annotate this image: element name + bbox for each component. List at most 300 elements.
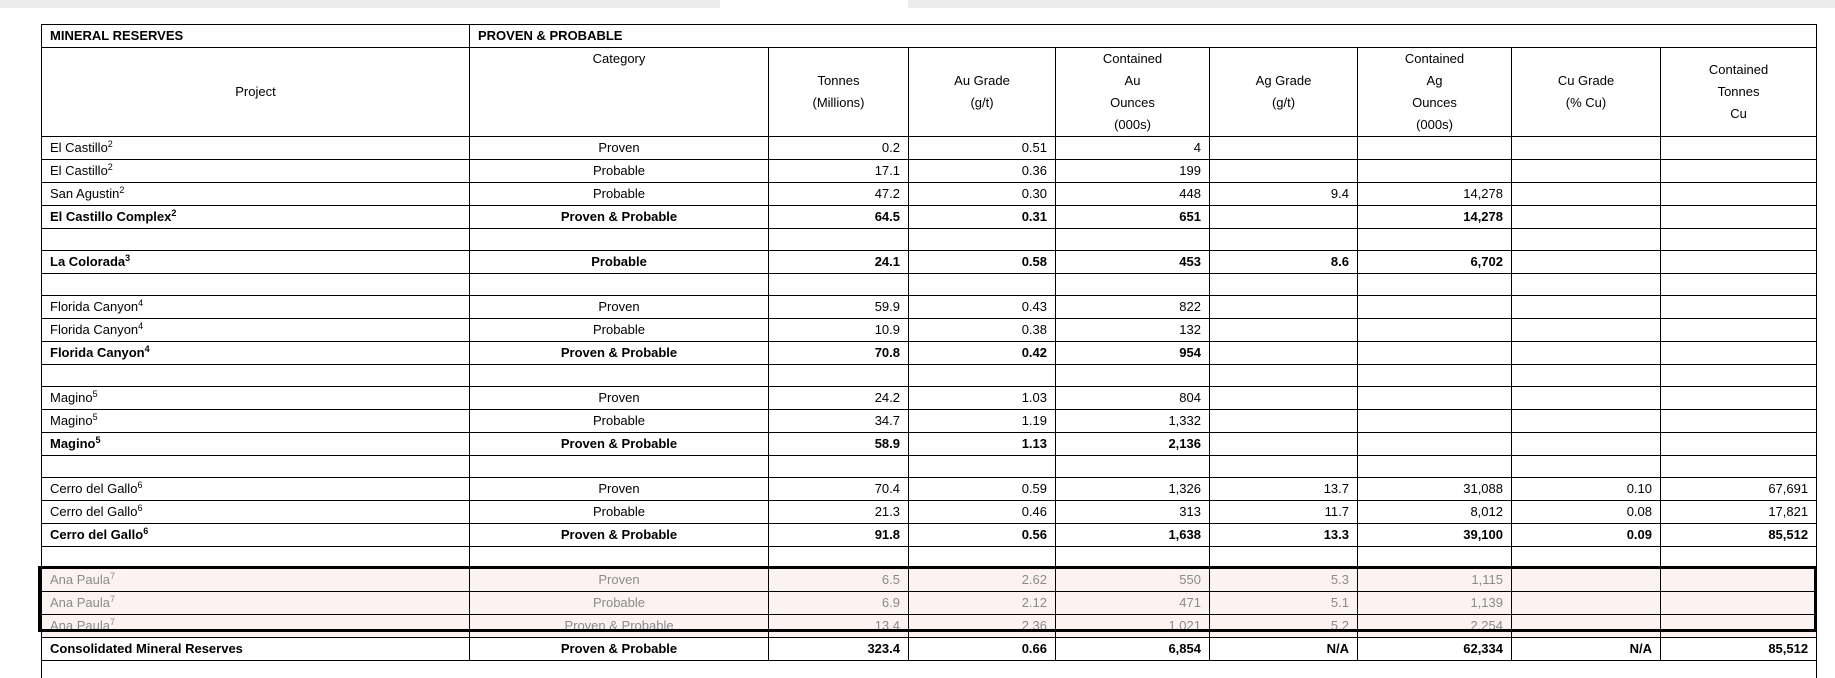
spacer-cell: [769, 365, 909, 387]
au-grade-cell: 0.38: [909, 319, 1056, 342]
table-row: [42, 524, 1817, 547]
spacer-cell: [470, 365, 769, 387]
ag-grade-cell: 5.1: [1210, 592, 1358, 615]
ag-grade-cell: N/A: [1210, 638, 1358, 661]
cu-tonnes-cell: [1661, 342, 1817, 365]
spacer-cell: [1661, 274, 1817, 296]
tonnes-cell: 70.4: [769, 478, 909, 501]
project-name: Florida Canyon: [50, 299, 139, 314]
cu-tonnes-cell: 85,512: [1661, 524, 1817, 547]
footnote-ref: 3: [125, 253, 131, 263]
footnote-ref: 5: [92, 389, 98, 399]
cu-grade-cell: [1512, 615, 1661, 638]
col-header-ag-grade-line1: Ag Grade: [1255, 73, 1312, 88]
cu-grade-cell: [1512, 387, 1661, 410]
cu-grade-cell: N/A: [1512, 638, 1661, 661]
au-ounces-cell: 448: [1056, 183, 1210, 206]
cu-tonnes-cell: 67,691: [1661, 478, 1817, 501]
spacer-cell: [909, 274, 1056, 296]
spacer-cell: [1358, 365, 1512, 387]
au-ounces-cell: 4: [1056, 137, 1210, 160]
cu-tonnes-cell: 17,821: [1661, 501, 1817, 524]
cu-grade-cell: [1512, 592, 1661, 615]
au-ounces-cell: 822: [1056, 296, 1210, 319]
footnote-ref: 4: [138, 321, 144, 331]
ag-ounces-cell: 62,334: [1358, 638, 1512, 661]
project-name: Ana Paula: [50, 572, 110, 587]
cu-grade-cell: [1512, 319, 1661, 342]
au-ounces-cell: 1,326: [1056, 478, 1210, 501]
category-cell: Proven & Probable: [470, 638, 769, 661]
tonnes-cell: 34.7: [769, 410, 909, 433]
footnote-ref: 2: [107, 162, 113, 172]
ag-grade-cell: 5.2: [1210, 615, 1358, 638]
table-row: [42, 410, 1817, 433]
spacer-cell: [1512, 456, 1661, 478]
col-header-cu-tonnes-line3: Cu: [1730, 106, 1747, 121]
category-cell: Proven: [470, 296, 769, 319]
col-header-cu-tonnes: [1661, 48, 1817, 137]
col-header-cu-grade: [1512, 48, 1661, 137]
ag-grade-cell: 13.7: [1210, 478, 1358, 501]
col-header-cu-grade-line2: (% Cu): [1565, 95, 1607, 110]
footnote-ref: 6: [137, 503, 143, 513]
project-cell: [42, 319, 470, 342]
spacer-cell: [1056, 229, 1210, 251]
category-cell: Proven: [470, 137, 769, 160]
table-row: [42, 160, 1817, 183]
spacer-cell: [1512, 229, 1661, 251]
table-title-left: MINERAL RESERVES: [42, 25, 470, 48]
col-header-tonnes-line1: Tonnes: [817, 73, 860, 88]
spacer-cell: [1358, 547, 1512, 569]
col-header-ag-grade: [1210, 48, 1358, 137]
footnote-ref: 4: [138, 298, 144, 308]
cu-grade-cell: [1512, 410, 1661, 433]
ag-ounces-cell: [1358, 433, 1512, 456]
column-header-row: [42, 48, 1817, 137]
cu-tonnes-cell: [1661, 206, 1817, 229]
cu-tonnes-cell: [1661, 183, 1817, 206]
ag-ounces-cell: [1358, 160, 1512, 183]
cu-grade-cell: [1512, 342, 1661, 365]
project-cell: [42, 251, 470, 274]
col-header-tonnes-line2: (Millions): [812, 95, 865, 110]
tonnes-cell: 13.4: [769, 615, 909, 638]
project-cell: [42, 524, 470, 547]
au-ounces-cell: 471: [1056, 592, 1210, 615]
spacer-cell: [42, 365, 470, 387]
spacer-row: [42, 274, 1817, 296]
tonnes-cell: 59.9: [769, 296, 909, 319]
spacer-cell: [1210, 456, 1358, 478]
ag-ounces-cell: 2,254: [1358, 615, 1512, 638]
au-ounces-cell: 132: [1056, 319, 1210, 342]
project-name: El Castillo: [50, 163, 108, 178]
cu-grade-cell: [1512, 296, 1661, 319]
cu-grade-cell: 0.10: [1512, 478, 1661, 501]
col-header-au-grade: [909, 48, 1056, 137]
category-cell: Proven & Probable: [470, 615, 769, 638]
cu-grade-cell: [1512, 251, 1661, 274]
cu-tonnes-cell: [1661, 387, 1817, 410]
spacer-cell: [1512, 547, 1661, 569]
project-name: Ana Paula: [50, 618, 110, 633]
spacer-cell: [470, 456, 769, 478]
project-cell: [42, 160, 470, 183]
au-grade-cell: 0.51: [909, 137, 1056, 160]
spacer-cell: [1056, 456, 1210, 478]
footnote-ref: 2: [171, 208, 177, 218]
au-ounces-cell: 1,021: [1056, 615, 1210, 638]
ag-grade-cell: [1210, 342, 1358, 365]
category-cell: Proven & Probable: [470, 206, 769, 229]
spacer-cell: [1056, 274, 1210, 296]
col-header-au-grade-line2: (g/t): [970, 95, 994, 110]
tonnes-cell: 17.1: [769, 160, 909, 183]
project-cell: [42, 569, 470, 592]
ag-grade-cell: [1210, 296, 1358, 319]
cu-grade-cell: [1512, 160, 1661, 183]
footnote-ref: 7: [110, 617, 116, 627]
au-grade-cell: 2.62: [909, 569, 1056, 592]
ag-ounces-cell: [1358, 296, 1512, 319]
tonnes-cell: 6.9: [769, 592, 909, 615]
spacer-cell: [1661, 547, 1817, 569]
cu-tonnes-cell: [1661, 433, 1817, 456]
col-header-tonnes: [769, 48, 909, 137]
category-cell: Probable: [470, 160, 769, 183]
tonnes-cell: 24.2: [769, 387, 909, 410]
au-ounces-cell: 804: [1056, 387, 1210, 410]
au-grade-cell: 0.42: [909, 342, 1056, 365]
tonnes-cell: 91.8: [769, 524, 909, 547]
table-row: [42, 206, 1817, 229]
ag-grade-cell: [1210, 160, 1358, 183]
ag-ounces-cell: 14,278: [1358, 183, 1512, 206]
project-cell: [42, 342, 470, 365]
project-cell: [42, 592, 470, 615]
ag-grade-cell: 8.6: [1210, 251, 1358, 274]
spacer-cell: [470, 229, 769, 251]
col-header-au-grade-line1: Au Grade: [954, 73, 1010, 88]
ag-ounces-cell: 8,012: [1358, 501, 1512, 524]
ag-ounces-cell: 31,088: [1358, 478, 1512, 501]
table-row: [42, 433, 1817, 456]
project-cell: [42, 387, 470, 410]
ag-grade-cell: [1210, 410, 1358, 433]
col-header-category: Category: [470, 48, 769, 137]
au-grade-cell: 0.46: [909, 501, 1056, 524]
table-title-right: PROVEN & PROBABLE: [470, 25, 1817, 48]
category-cell: Proven: [470, 569, 769, 592]
project-name: Florida Canyon: [50, 322, 139, 337]
spacer-row: [42, 229, 1817, 251]
top-scrollbar-area: [0, 0, 1835, 8]
ag-grade-cell: [1210, 137, 1358, 160]
au-grade-cell: 0.56: [909, 524, 1056, 547]
cu-tonnes-cell: [1661, 569, 1817, 592]
tonnes-cell: 70.8: [769, 342, 909, 365]
spacer-cell: [42, 229, 470, 251]
project-cell: [42, 183, 470, 206]
cu-tonnes-cell: [1661, 592, 1817, 615]
spacer-cell: [1512, 274, 1661, 296]
spacer-cell: [1358, 229, 1512, 251]
footnote-ref: 5: [92, 412, 98, 422]
au-ounces-cell: 651: [1056, 206, 1210, 229]
au-grade-cell: 0.36: [909, 160, 1056, 183]
ag-ounces-cell: 6,702: [1358, 251, 1512, 274]
cu-grade-cell: [1512, 206, 1661, 229]
col-header-au-ounces-line4: (000s): [1114, 117, 1151, 132]
ag-ounces-cell: 1,115: [1358, 569, 1512, 592]
table-row: [42, 569, 1817, 592]
ag-ounces-cell: [1358, 387, 1512, 410]
spacer-cell: [769, 456, 909, 478]
category-cell: Probable: [470, 592, 769, 615]
spacer-cell: [470, 547, 769, 569]
col-header-ag-ounces-line4: (000s): [1416, 117, 1453, 132]
spacer-cell: [1661, 229, 1817, 251]
spacer-row: [42, 365, 1817, 387]
spacer-cell: [1210, 274, 1358, 296]
au-grade-cell: 0.66: [909, 638, 1056, 661]
col-header-ag-ounces-line2: Ag: [1426, 73, 1443, 88]
cu-tonnes-cell: [1661, 319, 1817, 342]
category-cell: Proven & Probable: [470, 524, 769, 547]
col-header-au-ounces-line3: Ounces: [1110, 95, 1155, 110]
au-ounces-cell: 6,854: [1056, 638, 1210, 661]
spacer-cell: [42, 274, 470, 296]
footnote-ref: 4: [144, 344, 150, 354]
spacer-cell: [909, 229, 1056, 251]
col-header-cu-tonnes-line1: Contained: [1708, 62, 1769, 77]
au-grade-cell: 0.58: [909, 251, 1056, 274]
project-name: Cerro del Gallo: [50, 527, 144, 542]
cu-grade-cell: [1512, 137, 1661, 160]
col-header-ag-ounces: [1358, 48, 1512, 137]
header-title-row: [42, 25, 1817, 48]
tonnes-cell: 10.9: [769, 319, 909, 342]
tonnes-cell: 323.4: [769, 638, 909, 661]
ag-grade-cell: [1210, 387, 1358, 410]
cu-grade-cell: [1512, 433, 1661, 456]
spacer-cell: [909, 456, 1056, 478]
spacer-cell: [1358, 274, 1512, 296]
category-cell: Probable: [470, 410, 769, 433]
cu-tonnes-cell: [1661, 410, 1817, 433]
au-ounces-cell: 199: [1056, 160, 1210, 183]
cu-tonnes-cell: [1661, 137, 1817, 160]
footnote-ref: 5: [95, 435, 101, 445]
tonnes-cell: 58.9: [769, 433, 909, 456]
spacer-cell: [1512, 365, 1661, 387]
ag-ounces-cell: [1358, 137, 1512, 160]
project-cell: [42, 501, 470, 524]
project-cell: [42, 478, 470, 501]
spacer-cell: [1056, 547, 1210, 569]
au-ounces-cell: 1,332: [1056, 410, 1210, 433]
spacer-cell: [1661, 365, 1817, 387]
tonnes-cell: 47.2: [769, 183, 909, 206]
ag-ounces-cell: 1,139: [1358, 592, 1512, 615]
ag-grade-cell: 5.3: [1210, 569, 1358, 592]
category-cell: Probable: [470, 319, 769, 342]
ag-grade-cell: 9.4: [1210, 183, 1358, 206]
spacer-cell: [769, 229, 909, 251]
top-bar-segment-left: [0, 0, 720, 8]
project-name: San Agustin: [50, 186, 120, 201]
category-cell: Proven: [470, 387, 769, 410]
project-name: Magino: [50, 436, 96, 451]
spacer-cell: [1661, 456, 1817, 478]
ag-grade-cell: [1210, 206, 1358, 229]
col-header-ag-ounces-line3: Ounces: [1412, 95, 1457, 110]
tonnes-cell: 21.3: [769, 501, 909, 524]
tonnes-cell: 24.1: [769, 251, 909, 274]
table-row: [42, 387, 1817, 410]
spacer-cell: [909, 547, 1056, 569]
cu-tonnes-cell: 85,512: [1661, 638, 1817, 661]
au-ounces-cell: 1,638: [1056, 524, 1210, 547]
au-grade-cell: 1.03: [909, 387, 1056, 410]
tonnes-cell: 6.5: [769, 569, 909, 592]
col-header-ag-ounces-line1: Contained: [1404, 51, 1465, 66]
project-cell: [42, 137, 470, 160]
au-grade-cell: 0.31: [909, 206, 1056, 229]
spacer-cell: [909, 365, 1056, 387]
spacer-cell: [1358, 456, 1512, 478]
ag-grade-cell: 11.7: [1210, 501, 1358, 524]
table-row: [42, 501, 1817, 524]
ag-ounces-cell: 14,278: [1358, 206, 1512, 229]
au-grade-cell: 0.59: [909, 478, 1056, 501]
project-cell: [42, 433, 470, 456]
col-header-au-ounces: [1056, 48, 1210, 137]
cu-grade-cell: [1512, 183, 1661, 206]
category-cell: Probable: [470, 501, 769, 524]
au-ounces-cell: 453: [1056, 251, 1210, 274]
au-grade-cell: 0.43: [909, 296, 1056, 319]
project-name: Cerro del Gallo: [50, 481, 138, 496]
category-cell: Proven: [470, 478, 769, 501]
spacer-cell: [1210, 229, 1358, 251]
col-header-au-ounces-line1: Contained: [1102, 51, 1163, 66]
table-footer-area: [41, 658, 1817, 678]
footnote-ref: 2: [107, 139, 113, 149]
col-header-cu-grade-line1: Cu Grade: [1557, 73, 1615, 88]
ag-grade-cell: [1210, 319, 1358, 342]
table-row: [42, 251, 1817, 274]
project-cell: [42, 296, 470, 319]
col-header-cu-tonnes-line2: Tonnes: [1717, 84, 1760, 99]
spacer-cell: [42, 547, 470, 569]
project-name: Magino: [50, 413, 93, 428]
tonnes-cell: 0.2: [769, 137, 909, 160]
ag-ounces-cell: 39,100: [1358, 524, 1512, 547]
footnote-ref: 7: [110, 594, 116, 604]
au-grade-cell: 1.13: [909, 433, 1056, 456]
project-cell: [42, 615, 470, 638]
ag-ounces-cell: [1358, 342, 1512, 365]
au-ounces-cell: 550: [1056, 569, 1210, 592]
project-cell: [42, 410, 470, 433]
project-name: Florida Canyon: [50, 345, 145, 360]
col-header-ag-grade-line2: (g/t): [1271, 95, 1296, 110]
cu-tonnes-cell: [1661, 615, 1817, 638]
col-header-au-ounces-line2: Au: [1124, 73, 1141, 88]
cu-tonnes-cell: [1661, 160, 1817, 183]
mineral-reserves-table: [41, 24, 1817, 661]
cu-tonnes-cell: [1661, 251, 1817, 274]
project-name: Ana Paula: [50, 595, 110, 610]
ag-ounces-cell: [1358, 410, 1512, 433]
au-grade-cell: 2.12: [909, 592, 1056, 615]
au-grade-cell: 1.19: [909, 410, 1056, 433]
footnote-ref: 7: [110, 571, 116, 581]
project-name: Cerro del Gallo: [50, 504, 138, 519]
spacer-cell: [1210, 547, 1358, 569]
col-header-project: Project: [42, 48, 470, 137]
table-row: [42, 478, 1817, 501]
cu-grade-cell: [1512, 569, 1661, 592]
au-grade-cell: 2.36: [909, 615, 1056, 638]
spacer-cell: [769, 547, 909, 569]
cu-grade-cell: 0.09: [1512, 524, 1661, 547]
top-bar-segment-right: [908, 0, 1835, 8]
footnote-ref: 6: [137, 480, 143, 490]
project-name: Magino: [50, 390, 93, 405]
project-name: La Colorada: [50, 254, 126, 269]
project-name: El Castillo: [50, 140, 108, 155]
table-row: [42, 319, 1817, 342]
project-name: El Castillo Complex: [50, 209, 172, 224]
cu-grade-cell: 0.08: [1512, 501, 1661, 524]
ag-grade-cell: 13.3: [1210, 524, 1358, 547]
table-row: [42, 296, 1817, 319]
project-cell: [42, 206, 470, 229]
category-cell: Probable: [470, 251, 769, 274]
tonnes-cell: 64.5: [769, 206, 909, 229]
category-cell: Proven & Probable: [470, 342, 769, 365]
category-cell: Proven & Probable: [470, 433, 769, 456]
mineral-reserves-table-wrapper: [41, 24, 1816, 661]
table-row: [42, 342, 1817, 365]
au-ounces-cell: 954: [1056, 342, 1210, 365]
au-ounces-cell: 2,136: [1056, 433, 1210, 456]
au-ounces-cell: 313: [1056, 501, 1210, 524]
spacer-cell: [42, 456, 470, 478]
footnote-ref: 6: [143, 526, 149, 536]
table-row: [42, 183, 1817, 206]
au-grade-cell: 0.30: [909, 183, 1056, 206]
table-row: [42, 615, 1817, 638]
ag-grade-cell: [1210, 433, 1358, 456]
table-row: [42, 592, 1817, 615]
category-cell: Probable: [470, 183, 769, 206]
spacer-cell: [1056, 365, 1210, 387]
spacer-cell: [769, 274, 909, 296]
project-name: Consolidated Mineral Reserves: [50, 641, 243, 656]
spacer-row: [42, 456, 1817, 478]
table-row: [42, 137, 1817, 160]
footnote-ref: 2: [119, 185, 125, 195]
spacer-cell: [1210, 365, 1358, 387]
spacer-row: [42, 547, 1817, 569]
spacer-cell: [470, 274, 769, 296]
cu-tonnes-cell: [1661, 296, 1817, 319]
